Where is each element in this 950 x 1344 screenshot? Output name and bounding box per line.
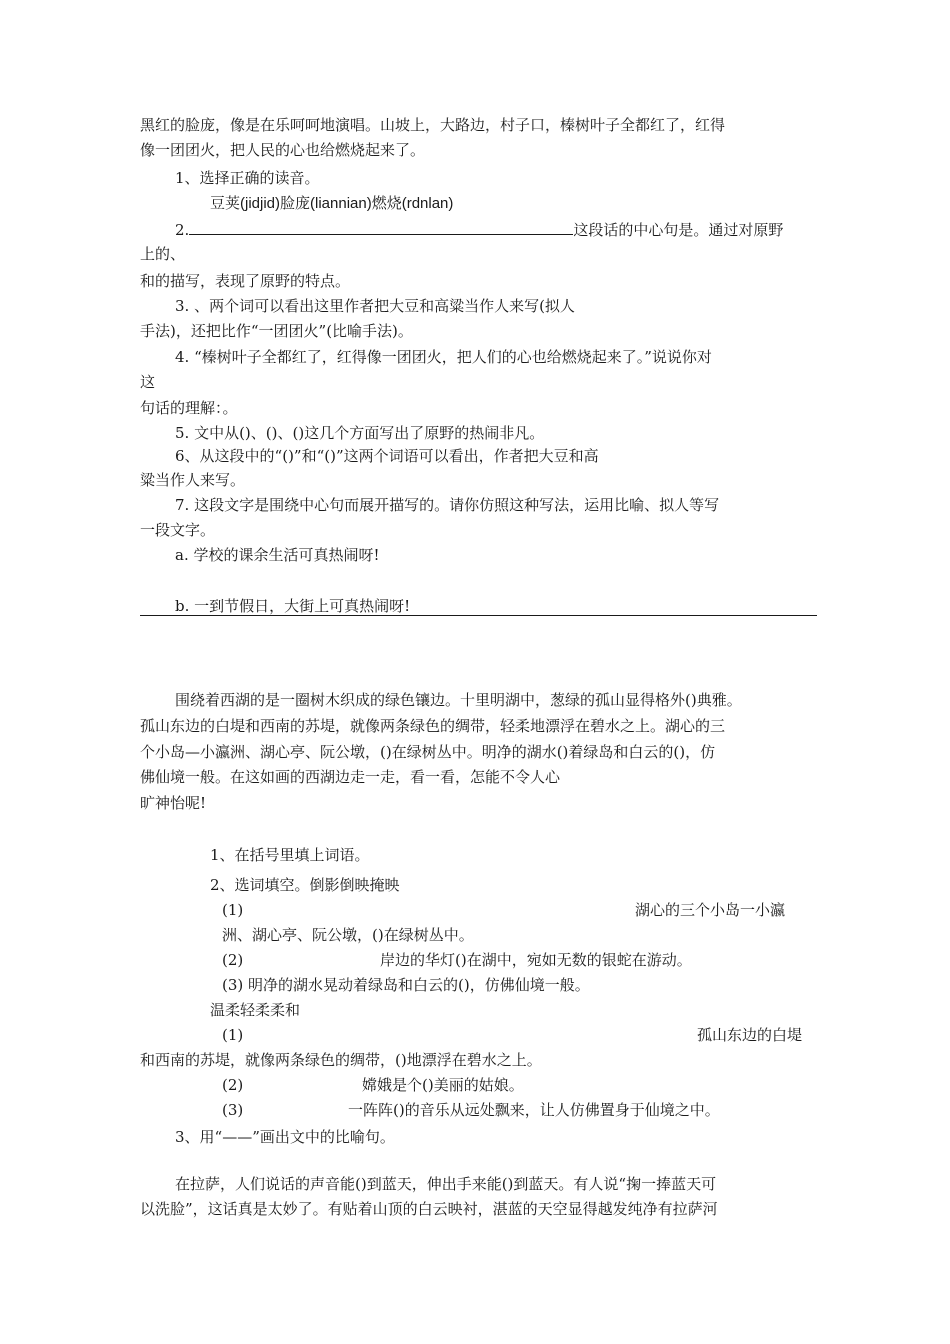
question-3: 3. 、两个词可以看出这里作者把大豆和高粱当作人来写(拟人 xyxy=(175,297,575,315)
p2-sub-item-1-number: (1) xyxy=(222,1026,244,1044)
p2-sub-item-2-number: (2) xyxy=(222,1076,244,1094)
p2-sub-item-3-number: (3) xyxy=(222,1101,244,1119)
p2-item-1-continued: 洲、湖心亭、阮公墩，()在绿树丛中。 xyxy=(222,926,474,944)
question-7-item-a: a. 学校的课余生活可真热闹呀! xyxy=(175,546,380,564)
question-2-line-3: 和的描写，表现了原野的特点。 xyxy=(140,272,351,290)
passage3-line-2: 以洗脸”，这话真是太妙了。有贴着山顶的白云映衬，湛蓝的天空显得越发纯净有拉萨河 xyxy=(140,1200,718,1218)
question-2-text: 这段话的中心句是。通过对原野 xyxy=(573,221,784,239)
p2-word-choices: 温柔轻柔柔和 xyxy=(210,1001,301,1019)
passage1-line-1: 黑红的脸庞，像是在乐呵呵地演唱。山坡上，大路边，村子口，榛树叶子全都红了，红得 xyxy=(140,116,726,134)
question-1: 1、选择正确的读音。 xyxy=(175,169,320,187)
passage3-line-1: 在拉萨，人们说话的声音能()到蓝天，伸出手来能()到蓝天。有人说“掬一捧蓝天可 xyxy=(175,1175,717,1193)
p2-question-2: 2、选词填空。倒影倒映掩映 xyxy=(210,876,400,894)
p2-item-1-number: (1) xyxy=(222,901,244,919)
p2-item-2-text: 岸边的华灯()在湖中，宛如无数的银蛇在游动。 xyxy=(380,951,692,969)
passage2-line-2: 孤山东边的白堤和西南的苏堤，就像两条绿色的绸带，轻柔地漂浮在碧水之上。湖心的三 xyxy=(140,717,726,735)
question-5: 5. 文中从()、()、()这几个方面写出了原野的热闹非凡。 xyxy=(175,424,545,442)
question-7-line-2: 一段文字。 xyxy=(140,521,216,539)
p2-sub-item-1-text: 孤山东边的白堤 xyxy=(697,1026,803,1044)
passage2-line-1: 围绕着西湖的是一圈树木织成的绿色镶边。十里明湖中，葱绿的孤山显得格外()典雅。 xyxy=(175,691,742,709)
question-4-line-3: 句话的理解：。 xyxy=(140,399,238,417)
passage2-line-5: 旷神怡呢! xyxy=(140,794,207,812)
question-2-line-2: 上的、 xyxy=(140,245,186,263)
p2-sub-item-2-text: 嫦娥是个()美丽的姑娘。 xyxy=(362,1076,524,1094)
question-6-line-2: 粱当作人来写。 xyxy=(140,471,246,489)
p2-question-3: 3、用“——”画出文中的比喻句。 xyxy=(175,1128,395,1146)
question-3-line-2: 手法)，还把比作“一团团火”(比喻手法)。 xyxy=(140,322,413,340)
passage1-line-2: 像一团团火，把人民的心也给燃烧起来了。 xyxy=(140,141,426,159)
question-2-number: 2. xyxy=(175,221,190,239)
p2-item-1-text: 湖心的三个小岛一小瀛 xyxy=(635,901,786,919)
p2-item-3: (3) 明净的湖水晃动着绿岛和白云的()，仿佛仙境一般。 xyxy=(222,976,590,994)
question-6: 6、从这段中的“()”和“()”这两个词语可以看出，作者把大豆和高 xyxy=(175,447,599,465)
question-1-pinyin: 豆荚(jidjid)脸庞(liannian)燃烧(rdnlan) xyxy=(210,195,454,212)
question-7-item-b: b. 一到节假日，大街上可真热闹呀! xyxy=(175,597,411,615)
p2-sub-item-3-text: 一阵阵()的音乐从远处飘来，让人仿佛置身于仙境之中。 xyxy=(348,1101,720,1119)
question-4: 4. “榛树叶子全都红了，红得像一团团火，把人们的心也给燃烧起来了。”说说你对 xyxy=(175,348,712,366)
p2-question-1: 1、在括号里填上词语。 xyxy=(210,846,370,864)
answer-blank[interactable] xyxy=(189,219,573,235)
question-7: 7. 这段文字是围绕中心句而展开描写的。请你仿照这种写法，运用比喻、拟人等写 xyxy=(175,496,720,514)
p2-item-2-number: (2) xyxy=(222,951,244,969)
question-2 xyxy=(175,219,783,240)
answer-line xyxy=(140,615,817,616)
passage2-line-4: 佛仙境一般。在这如画的西湖边走一走，看一看，怎能不令人心 xyxy=(140,768,561,786)
p2-sub-item-1-continued: 和西南的苏堤，就像两条绿色的绸带，()地漂浮在碧水之上。 xyxy=(140,1051,542,1069)
passage2-line-3: 个小岛—小瀛洲、湖心亭、阮公墩，()在绿树丛中。明净的湖水()着绿岛和白云的()，仿 xyxy=(140,743,716,761)
question-4-line-2: 这 xyxy=(140,373,156,391)
